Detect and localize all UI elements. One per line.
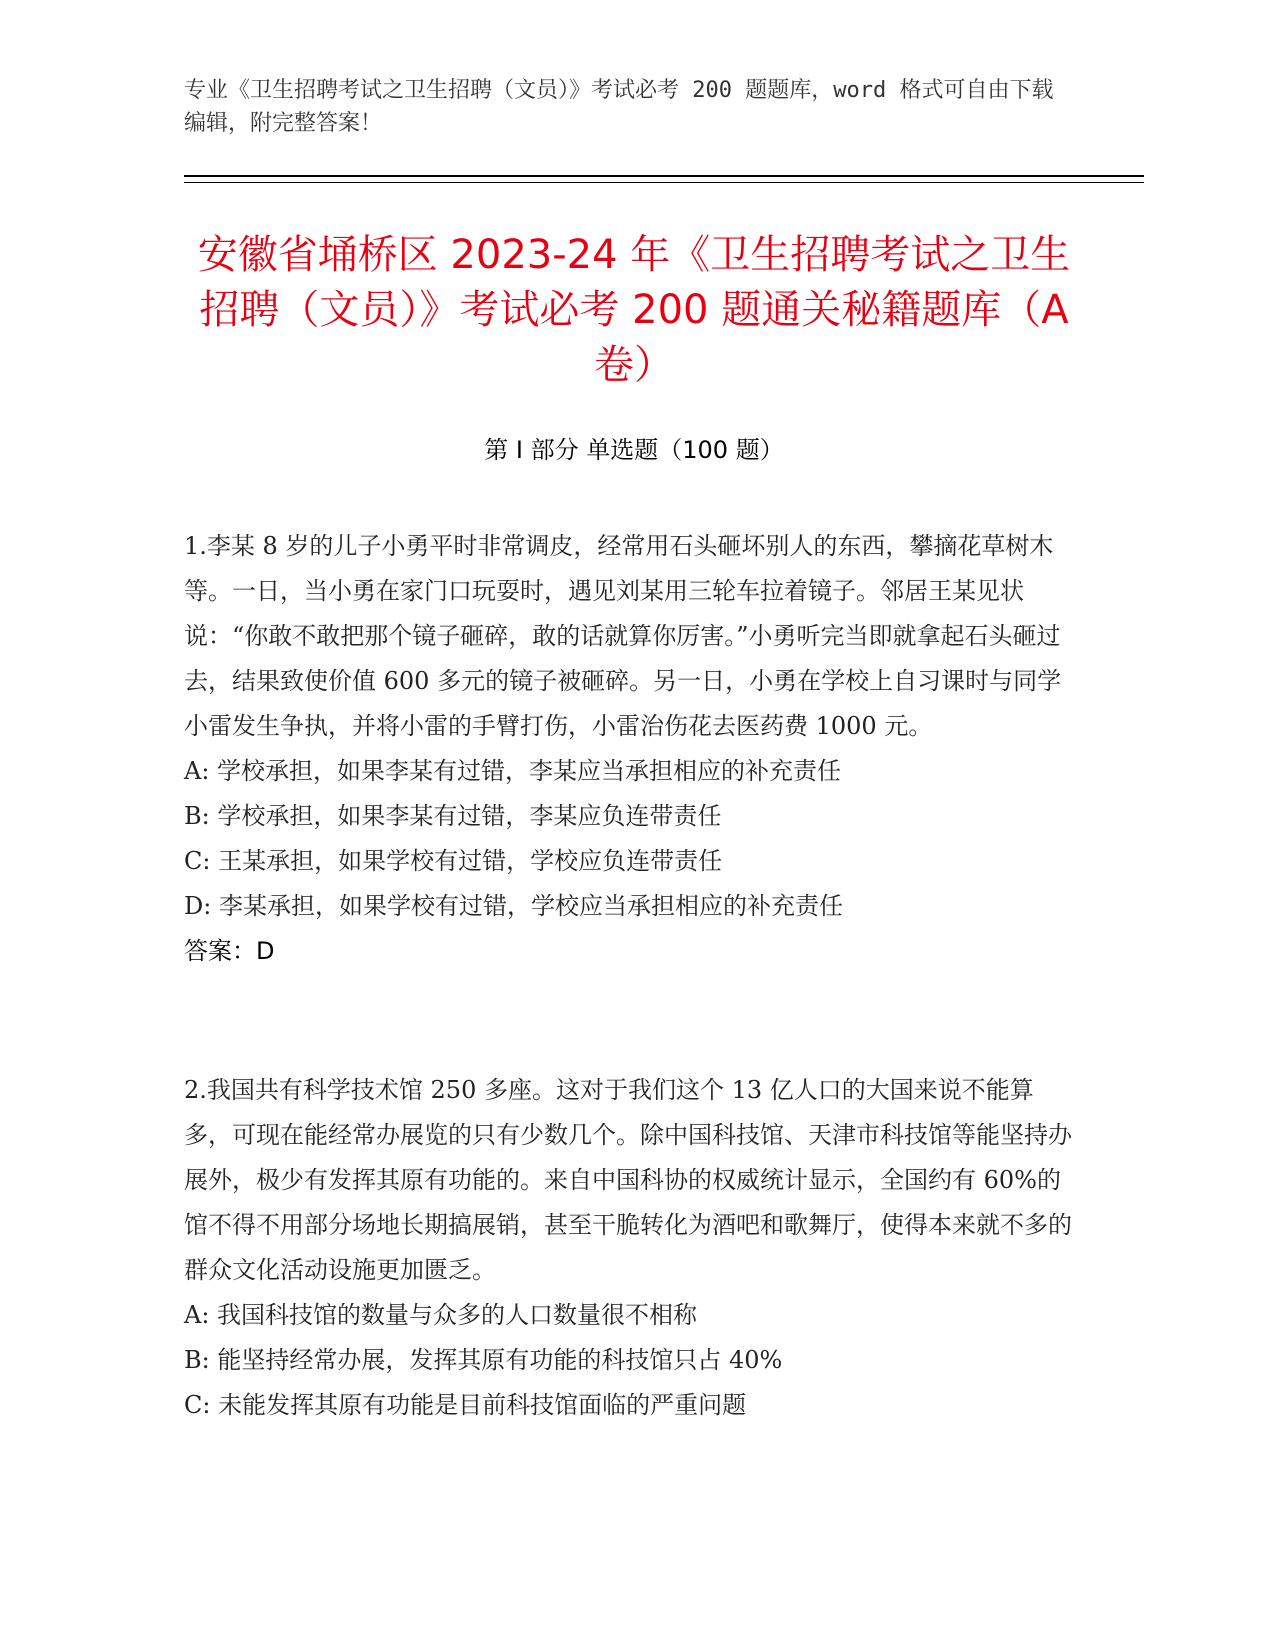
option-b: B: 学校承担，如果李某有过错，李某应负连带责任 xyxy=(184,802,722,830)
document-title: 安徽省埇桥区 2023-24 年《卫生招聘考试之卫生招聘（文员）》考试必考 200 题通关秘籍题库（A 卷） xyxy=(197,232,1071,388)
question-stem: 2.我国共有科学技术馆 250 多座。这对于我们这个 13 亿人口的大国来说不能算多，可现在能经常办展览的只有少数几个。除中国科技馆、天津市科技馆等能坚持办展外，极少有发挥其原有功能的。来自中国科协的权威统计显示，全国约有 60%的馆不得不用部分场地长期搞展销，甚至干脆转化为酒吧和歌舞厅，使得本来就不多的群众文化活动设施更加匮乏。 xyxy=(184,1076,1072,1284)
header-divider-thick xyxy=(184,175,1144,177)
option-c: C: 王某承担，如果学校有过错，学校应负连带责任 xyxy=(184,847,723,875)
option-a: A: 学校承担，如果李某有过错，李某应当承担相应的补充责任 xyxy=(184,757,842,785)
question-2 xyxy=(184,1068,1074,1428)
option-a: A: 我国科技馆的数量与众多的人口数量很不相称 xyxy=(184,1301,698,1329)
question-stem: 1.李某 8 岁的儿子小勇平时非常调皮，经常用石头砸坏别人的东西，攀摘花草树木等。一日，当小勇在家门口玩耍时，遇见刘某用三轮车拉着镜子。邻居王某见状说：“你敢不敢把那个镜子砸碎，敢的话就算你厉害。”小勇听完当即就拿起石头砸过去，结果致使价值 600 多元的镜子被砸碎。另一日，小勇在学校上自习课时与同学小雷发生争执，并将小雷的手臂打伤，小雷治伤花去医药费 1000 元。 xyxy=(184,532,1062,740)
header-note: 专业《卫生招聘考试之卫生招聘（文员）》考试必考 200 题题库，word 格式可自由下载编辑，附完整答案！ xyxy=(184,78,1054,136)
header-divider-thin xyxy=(184,182,1144,183)
answer-line: 答案：D xyxy=(184,937,275,965)
question-1 xyxy=(184,524,1074,974)
option-b: B: 能坚持经常办展，发挥其原有功能的科技馆只占 40% xyxy=(184,1346,783,1374)
option-c: C: 未能发挥其原有功能是目前科技馆面临的严重问题 xyxy=(184,1391,747,1419)
option-d: D: 李某承担，如果学校有过错，学校应当承担相应的补充责任 xyxy=(184,892,843,920)
section-heading: 第 I 部分 单选题（100 题） xyxy=(484,436,784,464)
